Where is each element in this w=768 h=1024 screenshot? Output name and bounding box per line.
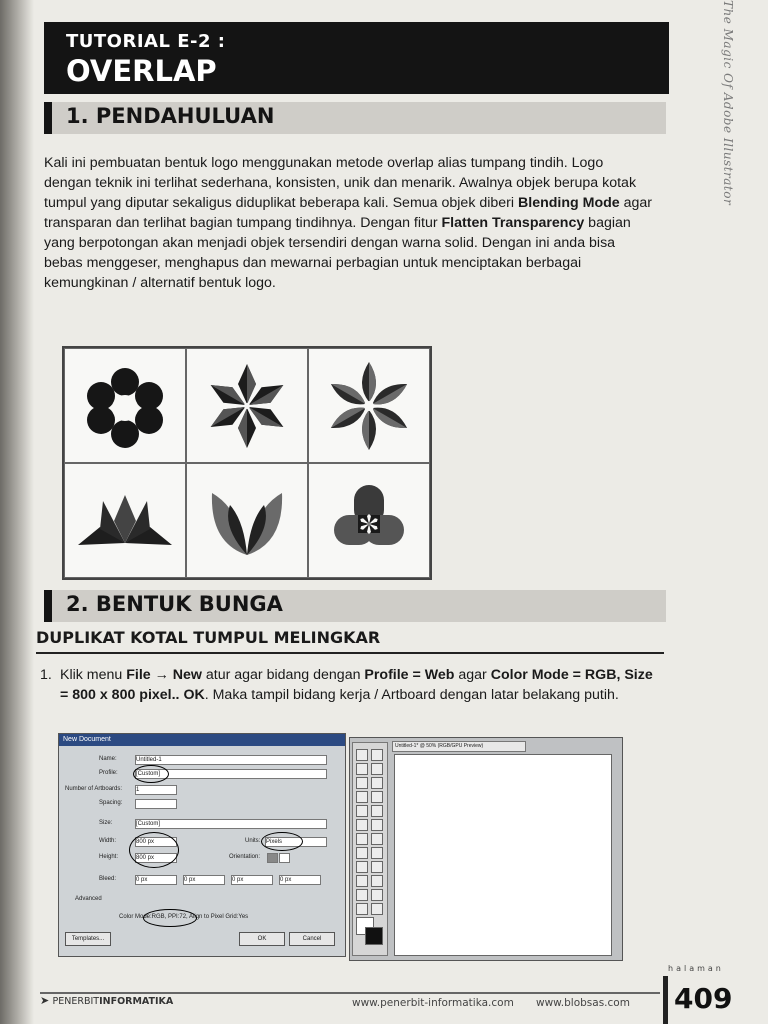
logo-example-3	[308, 348, 430, 463]
illustrator-workspace-screenshot	[349, 737, 623, 961]
white-artboard	[394, 754, 612, 956]
logo-example-5	[186, 463, 308, 578]
lotus-flower-icon	[70, 471, 180, 571]
size-select: [Custom]	[135, 819, 327, 829]
tulip-flower-icon	[192, 471, 302, 571]
dialog-titlebar: New Document	[59, 734, 345, 746]
page-gutter-shadow	[0, 0, 34, 1024]
logo-example-2	[186, 348, 308, 463]
dialog-field-label: Bleed:	[99, 876, 117, 882]
advanced-toggle: Advanced	[75, 896, 102, 902]
round-petal-flower-icon	[70, 356, 180, 456]
page-number-box	[663, 976, 734, 1024]
highlight-circle	[129, 832, 179, 868]
section-heading-pendahuluan	[44, 102, 666, 134]
dialog-field-label: Size:	[99, 820, 113, 826]
dialog-field-label: Width:	[99, 838, 117, 844]
templates-button: Templates...	[65, 932, 111, 946]
spacing-field	[135, 799, 177, 809]
section-title: 2. BENTUK BUNGA	[66, 592, 283, 616]
name-field: Untitled-1	[135, 755, 327, 765]
tutorial-banner	[44, 22, 669, 94]
bleed-right-field: 0 px	[279, 875, 321, 885]
height-field: 800 px	[135, 853, 177, 863]
dialog-field-label: Profile:	[99, 770, 118, 776]
logo-example-1	[64, 348, 186, 463]
tutorial-label: TUTORIAL E-2 :	[66, 31, 226, 52]
width-field: 800 px	[135, 837, 177, 847]
trefoil-flower-icon	[314, 471, 424, 571]
orientation-landscape	[279, 853, 290, 863]
cancel-button: Cancel	[289, 932, 335, 946]
website-link-publisher: www.penerbit-informatika.com	[352, 997, 514, 1009]
dialog-field-label: Spacing:	[99, 800, 123, 806]
page-label: halaman	[668, 964, 724, 973]
units-select: Pixels	[265, 837, 327, 847]
website-link-blog: www.blobsas.com	[536, 997, 630, 1009]
highlight-circle	[143, 909, 197, 927]
rhombus-star-flower-icon	[192, 356, 302, 456]
logo-example-4	[64, 463, 186, 578]
dialog-field-label: Name:	[99, 756, 117, 762]
logo-example-6	[308, 463, 430, 578]
highlight-circle	[261, 832, 303, 851]
intro-paragraph: Kali ini pembuatan bentuk logo menggunakan metode overlap alias tumpang tindih. Logo dengan teknik ini terlihat sederhana, konsisten, unik dan menarik. Awalnya objek berupa kotak tumpul yang diputar sekaligus diduplikat beberapa kali. Semua objek diberi Blending Mode agar transparan dan terlihat bagian tumpang tindihnya. Dengan fitur Flatten Transparency bagian yang berpotongan akan menjadi objek tersendiri dengan warna solid. Dengan ini anda bisa bebas menggeser, menghapus dan mewarnai perbagian untuk menciptakan berbagai kemungkinan / alternatif bentuk logo.	[44, 155, 653, 291]
color-mode-summary: Color Mode:RGB, PPI:72, Align to Pixel Grid:Yes	[119, 914, 249, 920]
highlight-circle	[133, 765, 169, 783]
dialog-field-label: Height:	[99, 854, 119, 860]
orientation-label: Orientation:	[229, 854, 261, 860]
dialog-field-label: Number of Artboards:	[65, 786, 123, 792]
step-number: 1.	[40, 667, 52, 683]
bleed-top-field: 0 px	[135, 875, 177, 885]
new-document-dialog-screenshot	[58, 733, 346, 957]
orientation-portrait	[267, 853, 278, 863]
page-number: 409	[674, 982, 733, 1015]
ok-button: OK	[239, 932, 285, 946]
subheading: DUPLIKAT KOTAL TUMPUL MELINGKAR	[36, 628, 664, 654]
step-text: Klik menu File → New atur agar bidang dengan Profile = Web agar Color Mode = RGB, Size = 800 x 800 pixel.. OK. Maka tampil bidang kerja / Artboard dengan latar belakang putih.	[60, 667, 653, 703]
artboards-field: 1	[135, 785, 177, 795]
units-label: Units:	[245, 838, 261, 844]
bleed-left-field: 0 px	[231, 875, 273, 885]
flower-logo-examples	[62, 346, 432, 580]
section-title: 1. PENDAHULUAN	[66, 104, 275, 128]
tutorial-title: OVERLAP	[66, 54, 217, 88]
section-heading-bentuk-bunga	[44, 590, 666, 622]
tools-panel	[352, 742, 388, 956]
document-tab: Untitled-1* @ 50% (RGB/GPU Preview)	[392, 741, 526, 752]
publisher-logo: ➤ PENERBITINFORMATIKA	[40, 994, 174, 1007]
profile-select: [Custom]	[135, 769, 327, 779]
bleed-bottom-field: 0 px	[183, 875, 225, 885]
side-running-title: The Magic Of Adobe Illustrator	[721, 0, 735, 206]
curved-star-flower-icon	[314, 356, 424, 456]
